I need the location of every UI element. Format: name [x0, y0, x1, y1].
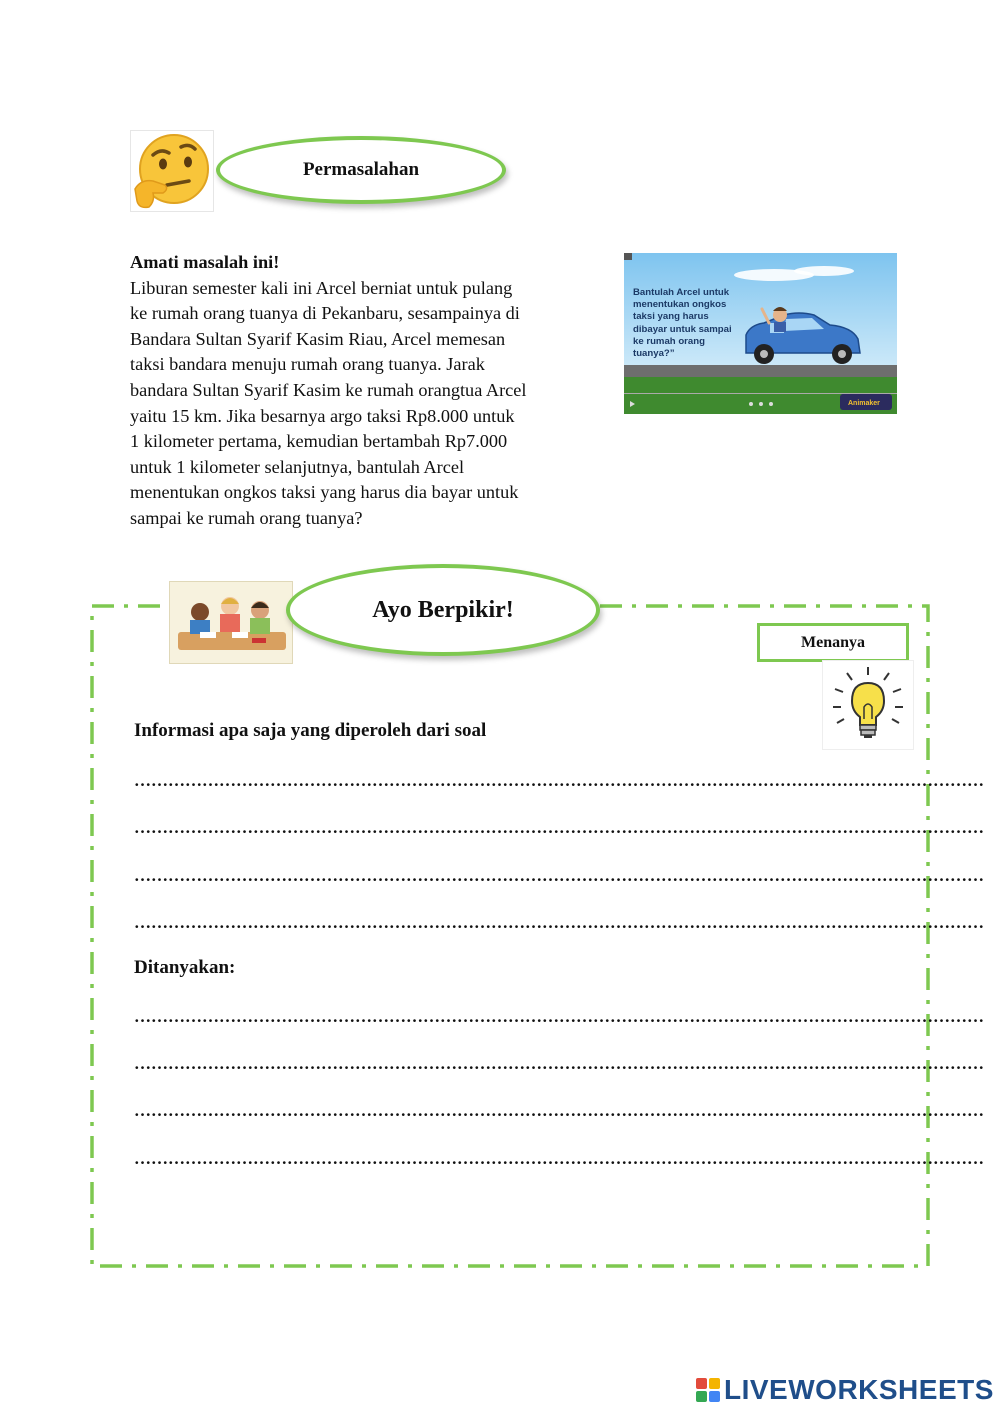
video-caption-line: menentukan ongkos: [633, 299, 727, 311]
problem-text: [130, 250, 600, 532]
problem-line: 1 kilometer pertama, kemudian bertambah Rp7.000: [130, 431, 508, 452]
thinking-face-icon: [130, 130, 214, 212]
video-caption-line: ke rumah orang: [633, 335, 705, 347]
answer-line[interactable]: ……………………………………………………………………………………………………………………………………: [134, 818, 984, 837]
answer-line[interactable]: ……………………………………………………………………………………………………………………………………: [134, 1007, 984, 1026]
section-title-ayo-berpikir: Ayo Berpikir!: [286, 564, 600, 656]
problem-line: sampai ke rumah orang tuanya?: [130, 507, 363, 528]
lightbulb-icon: [822, 660, 914, 750]
liveworksheets-mark-icon: [696, 1378, 720, 1402]
problem-line: ke rumah orang tuanya di Pekanbaru, sesampainya di: [130, 303, 520, 324]
liveworksheets-logo: [696, 1374, 994, 1406]
problem-line: Bandara Sultan Syarif Kasim Riau, Arcel memesan: [130, 328, 506, 349]
problem-line: yaitu 15 km. Jika besarnya argo taksi Rp8.000 untuk: [130, 405, 515, 426]
problem-line: menentukan ongkos taksi yang harus dia bayar untuk: [130, 482, 519, 503]
video-caption: [633, 287, 751, 360]
video-caption-line: tuanya?”: [633, 348, 675, 360]
section-title-permasalahan: Permasalahan: [216, 136, 506, 204]
problem-line: taksi bandara menuju rumah orang tuanya. Jarak: [130, 354, 485, 375]
question-information: Informasi apa saja yang diperoleh dari soal: [134, 720, 487, 741]
brand-name: LIVEWORKSHEETS: [724, 1374, 994, 1405]
problem-line: bandara Sultan Syarif Kasim ke rumah orangtua Arcel: [130, 379, 527, 400]
answer-line[interactable]: ……………………………………………………………………………………………………………………………………: [134, 1101, 984, 1120]
answer-line[interactable]: ……………………………………………………………………………………………………………………………………: [134, 866, 984, 885]
answer-line[interactable]: ……………………………………………………………………………………………………………………………………: [134, 1054, 984, 1073]
problem-heading: Amati masalah ini!: [130, 252, 280, 272]
video-caption-line: taksi yang harus: [633, 311, 709, 323]
problem-line: untuk 1 kilometer selanjutnya, bantulah Arcel: [130, 456, 465, 477]
answer-line[interactable]: ……………………………………………………………………………………………………………………………………: [134, 913, 984, 932]
problem-line: Liburan semester kali ini Arcel berniat untuk pulang: [130, 277, 513, 298]
svg-text:Animaker: Animaker: [848, 400, 880, 407]
answer-line[interactable]: ……………………………………………………………………………………………………………………………………: [134, 1149, 984, 1168]
question-ditanyakan: Ditanyakan:: [134, 957, 236, 978]
menanya-badge: Menanya: [757, 623, 909, 662]
video-caption-line: dibayar untuk sampai: [633, 323, 732, 335]
taxi-video[interactable]: [624, 253, 897, 414]
students-discussion-image: [169, 581, 293, 664]
video-caption-line: Bantulah Arcel untuk: [633, 287, 730, 298]
answer-line[interactable]: ……………………………………………………………………………………………………………………………………: [134, 771, 984, 790]
